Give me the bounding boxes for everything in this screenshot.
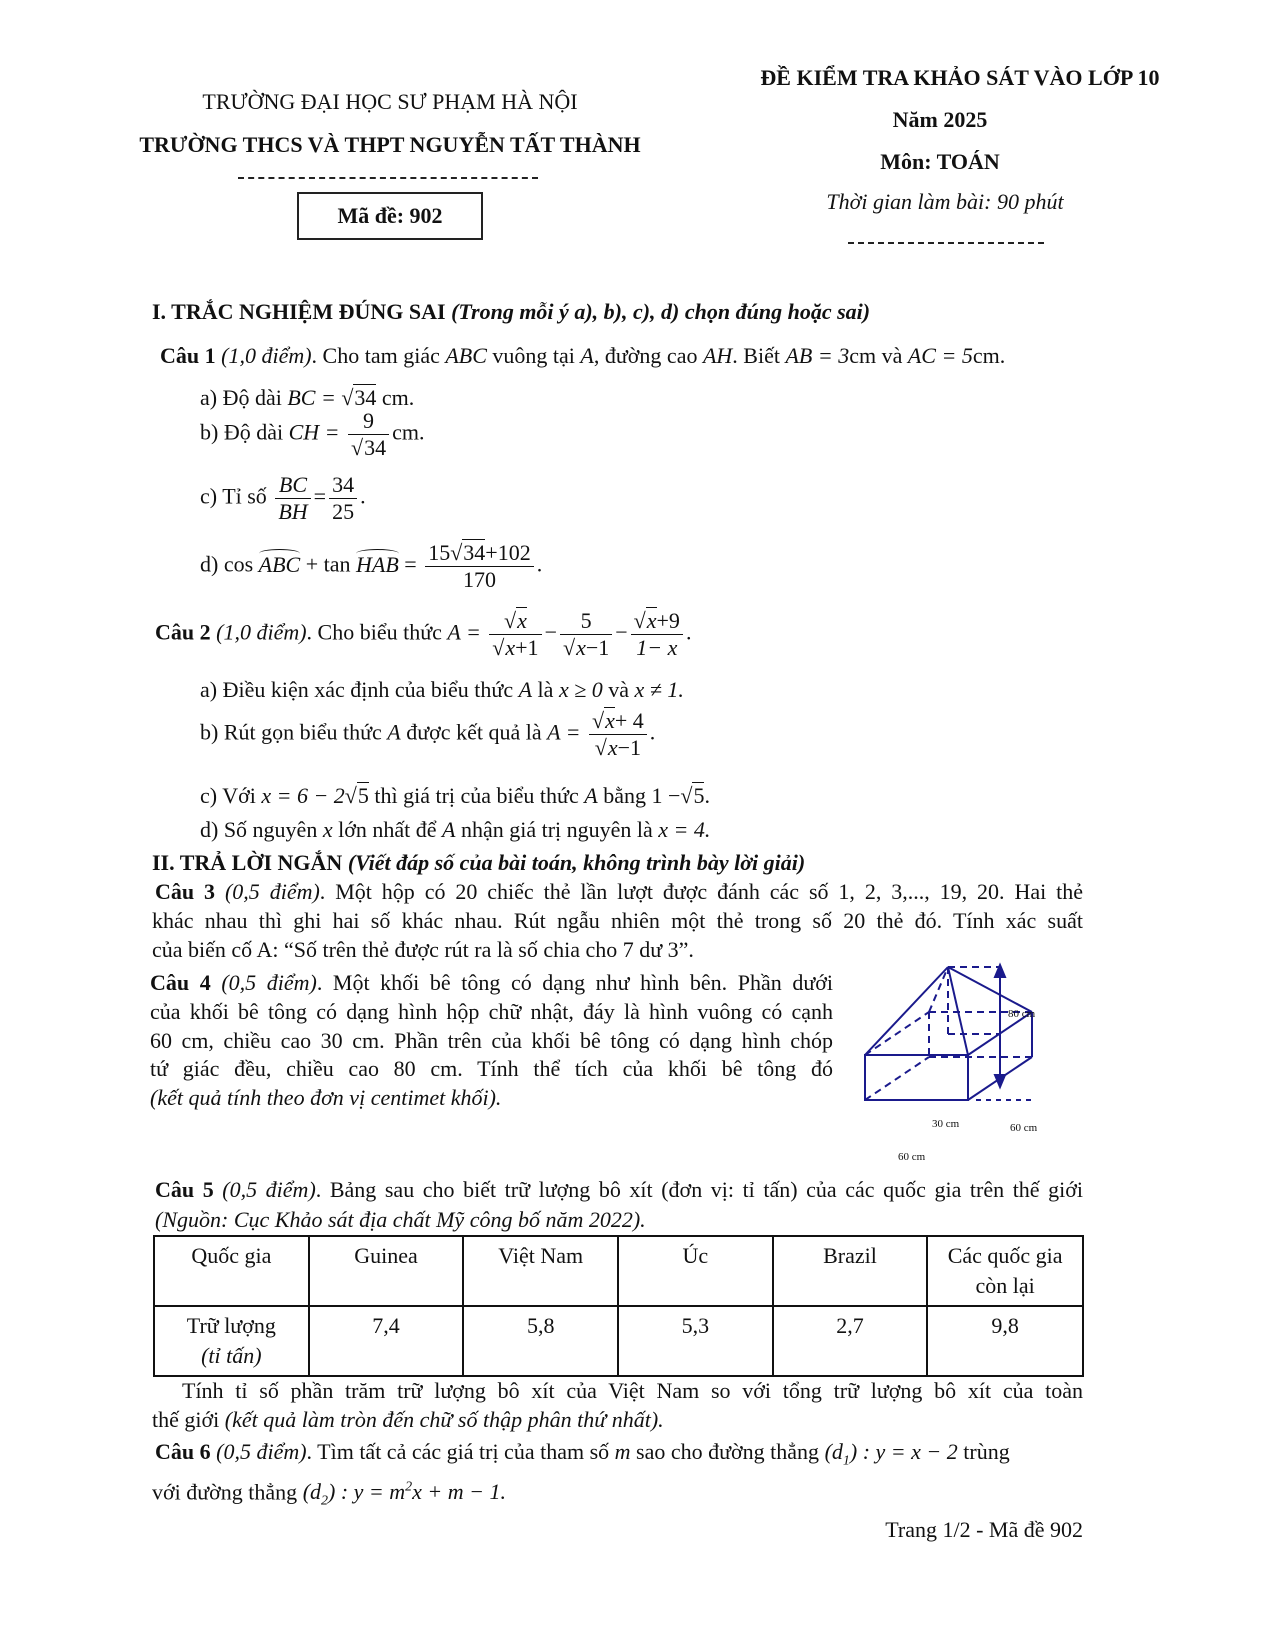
q5-line-2: (Nguồn: Cục Khảo sát địa chất Mỹ công bố năm 2022). xyxy=(155,1207,646,1232)
q4-line-2: của khối bê tông có dạng hình hộp chữ nhật, đáy là hình vuông có cạnh xyxy=(150,999,833,1024)
q5-after-1: Tính tỉ số phần trăm trữ lượng bô xít của Việt Nam so với tổng trữ lượng bô xít của toàn xyxy=(182,1378,1083,1403)
table-cell-reserve-label: Trữ lượng (tỉ tấn) xyxy=(154,1306,309,1376)
q2-option-a: a) Điều kiện xác định của biểu thức A là x ≥ 0 và x ≠ 1. xyxy=(200,677,684,702)
q4-line-3: 60 cm, chiều cao 30 cm. Phần trên của khối bê tông có dạng hình chóp xyxy=(150,1028,833,1053)
q6-line-2: với đường thẳng $(d_2)$ : $y = m^2x + m - 1$. xyxy=(152,1479,507,1509)
q3-line-3: của biến cố A: “Số trên thẻ được rút ra là số chia cho 7 dư 3”. xyxy=(152,937,694,962)
box-hidden-top-left-edge xyxy=(865,1012,929,1055)
q2-option-d: d) Số nguyên x lớn nhất để A nhận giá trị nguyên là x = 4. xyxy=(200,817,711,842)
exam-year: Năm 2025 xyxy=(892,107,988,132)
exam-title: ĐỀ KIỂM TRA KHẢO SÁT VÀO LỚP 10 xyxy=(760,65,1160,90)
exam-time: Thời gian làm bài: 90 phút xyxy=(826,189,1064,214)
q6-line-1: Câu 6 (0,5 điểm). Tìm tất cả các giá trị của tham số m sao cho đường thẳng $(d_1)$ : y = x − 2 trùng xyxy=(155,1439,1010,1469)
box-hidden-bottom-left-edge xyxy=(865,1057,929,1100)
fig-label-bottom: 60 cm xyxy=(898,1151,926,1163)
table-cell-vietnam: 5,8 xyxy=(463,1306,618,1376)
fig-label-height: 80 cm xyxy=(1008,1008,1036,1020)
section-1-title: I. TRẮC NGHIỆM ĐÚNG SAI (Trong mỗi ý a), b), c), d) chọn đúng hoặc sai) xyxy=(152,299,871,324)
q5-after-2: thế giới (kết quả làm tròn đến chữ số thập phân thứ nhất). xyxy=(152,1407,664,1432)
q4-line-4: tứ giác đều, chiều cao 80 cm. Tính thể tích của khối bê tông đó xyxy=(150,1056,833,1081)
box-front-face xyxy=(865,1055,968,1100)
table-cell-brazil: 2,7 xyxy=(773,1306,928,1376)
table-header-brazil: Brazil xyxy=(773,1236,928,1306)
pyramid-edge-back-right xyxy=(948,967,1032,1012)
pyramid-edge-back-left xyxy=(929,967,948,1012)
table-cell-others: 9,8 xyxy=(927,1306,1083,1376)
university-name: TRƯỜNG ĐẠI HỌC SƯ PHẠM HÀ NỘI xyxy=(202,89,578,114)
q1-option-b: b) Độ dài CH = $\frac{9}{√34}$ cm. xyxy=(200,408,425,460)
bauxite-table xyxy=(153,1235,1084,1377)
exam-code-box: Mã đề: 902 xyxy=(297,192,483,240)
table-header-row xyxy=(154,1236,1083,1306)
table-header-others: Các quốc gia còn lại xyxy=(927,1236,1083,1306)
table-cell-guinea: 7,4 xyxy=(309,1306,464,1376)
table-header-country: Quốc gia xyxy=(154,1236,309,1306)
q4-line-1: Câu 4 (0,5 điểm). Một khối bê tông có dạng như hình bên. Phần dưới xyxy=(150,970,833,995)
q1-option-c: c) Tỉ số $\frac{BC}{BH}$ = $\frac{34}{25}$ . xyxy=(200,472,366,524)
q1-option-a: a) Độ dài BC = √34 cm. xyxy=(200,385,415,410)
exam-subject: Môn: TOÁN xyxy=(880,149,1000,174)
q1-stem: Câu 1 (1,0 điểm). Cho tam giác ABC vuông tại A, đường cao AH. Biết AB = 3cm và AC = 5cm. xyxy=(160,343,1006,368)
section-2-title: II. TRẢ LỜI NGẮN (Viết đáp số của bài toán, không trình bày lời giải) xyxy=(152,850,806,875)
q3-line-2: khác nhau thì ghi hai số khác nhau. Rút ngẫu nhiên một thẻ trong số 20 thẻ đó. Tính xác suất xyxy=(152,908,1083,933)
table-header-guinea: Guinea xyxy=(309,1236,464,1306)
fig-label-box-height: 30 cm xyxy=(932,1118,960,1130)
table-row xyxy=(154,1306,1083,1376)
q2-stem: Câu 2 (1,0 điểm). Cho biểu thức A = $\frac{√x}{√x+1}$ − $\frac{5}{√x-1}$ − $\frac{√x+9}{1- x}$ . xyxy=(155,608,692,660)
q5-line-1: Câu 5 (0,5 điểm). Bảng sau cho biết trữ lượng bô xít (đơn vị: tỉ tấn) của các quốc gia trên thế giới xyxy=(155,1177,1084,1202)
q2-option-b: b) Rút gọn biểu thức A được kết quả là A = $\frac{√x+ 4}{√x-1}$ . xyxy=(200,708,656,760)
table-header-australia: Úc xyxy=(618,1236,773,1306)
q3-line-1: Câu 3 (0,5 điểm). Một hộp có 20 chiếc thẻ lần lượt được đánh các số 1, 2, 3,..., 19, 20. Hai thẻ xyxy=(155,879,1084,904)
concrete-block-figure xyxy=(840,955,1080,1170)
height-arrow-bottom xyxy=(995,1075,1005,1087)
divider-right xyxy=(848,242,1044,244)
fig-label-side: 60 cm xyxy=(1010,1122,1038,1134)
q2-option-c: c) Với x = 6 − 2√5 thì giá trị của biểu thức A bằng 1 −√5. xyxy=(200,783,710,808)
q1-option-d: d) cos ABC + tan HAB = $\frac{15√34+102}{170}$ . xyxy=(200,540,543,592)
q4-line-5: (kết quả tính theo đơn vị centimet khối). xyxy=(150,1085,502,1110)
school-name: TRƯỜNG THCS VÀ THPT NGUYỄN TẤT THÀNH xyxy=(139,132,641,157)
table-cell-australia: 5,3 xyxy=(618,1306,773,1376)
divider-left xyxy=(238,177,538,179)
table-header-vietnam: Việt Nam xyxy=(463,1236,618,1306)
page-footer: Trang 1/2 - Mã đề 902 xyxy=(885,1517,1083,1542)
